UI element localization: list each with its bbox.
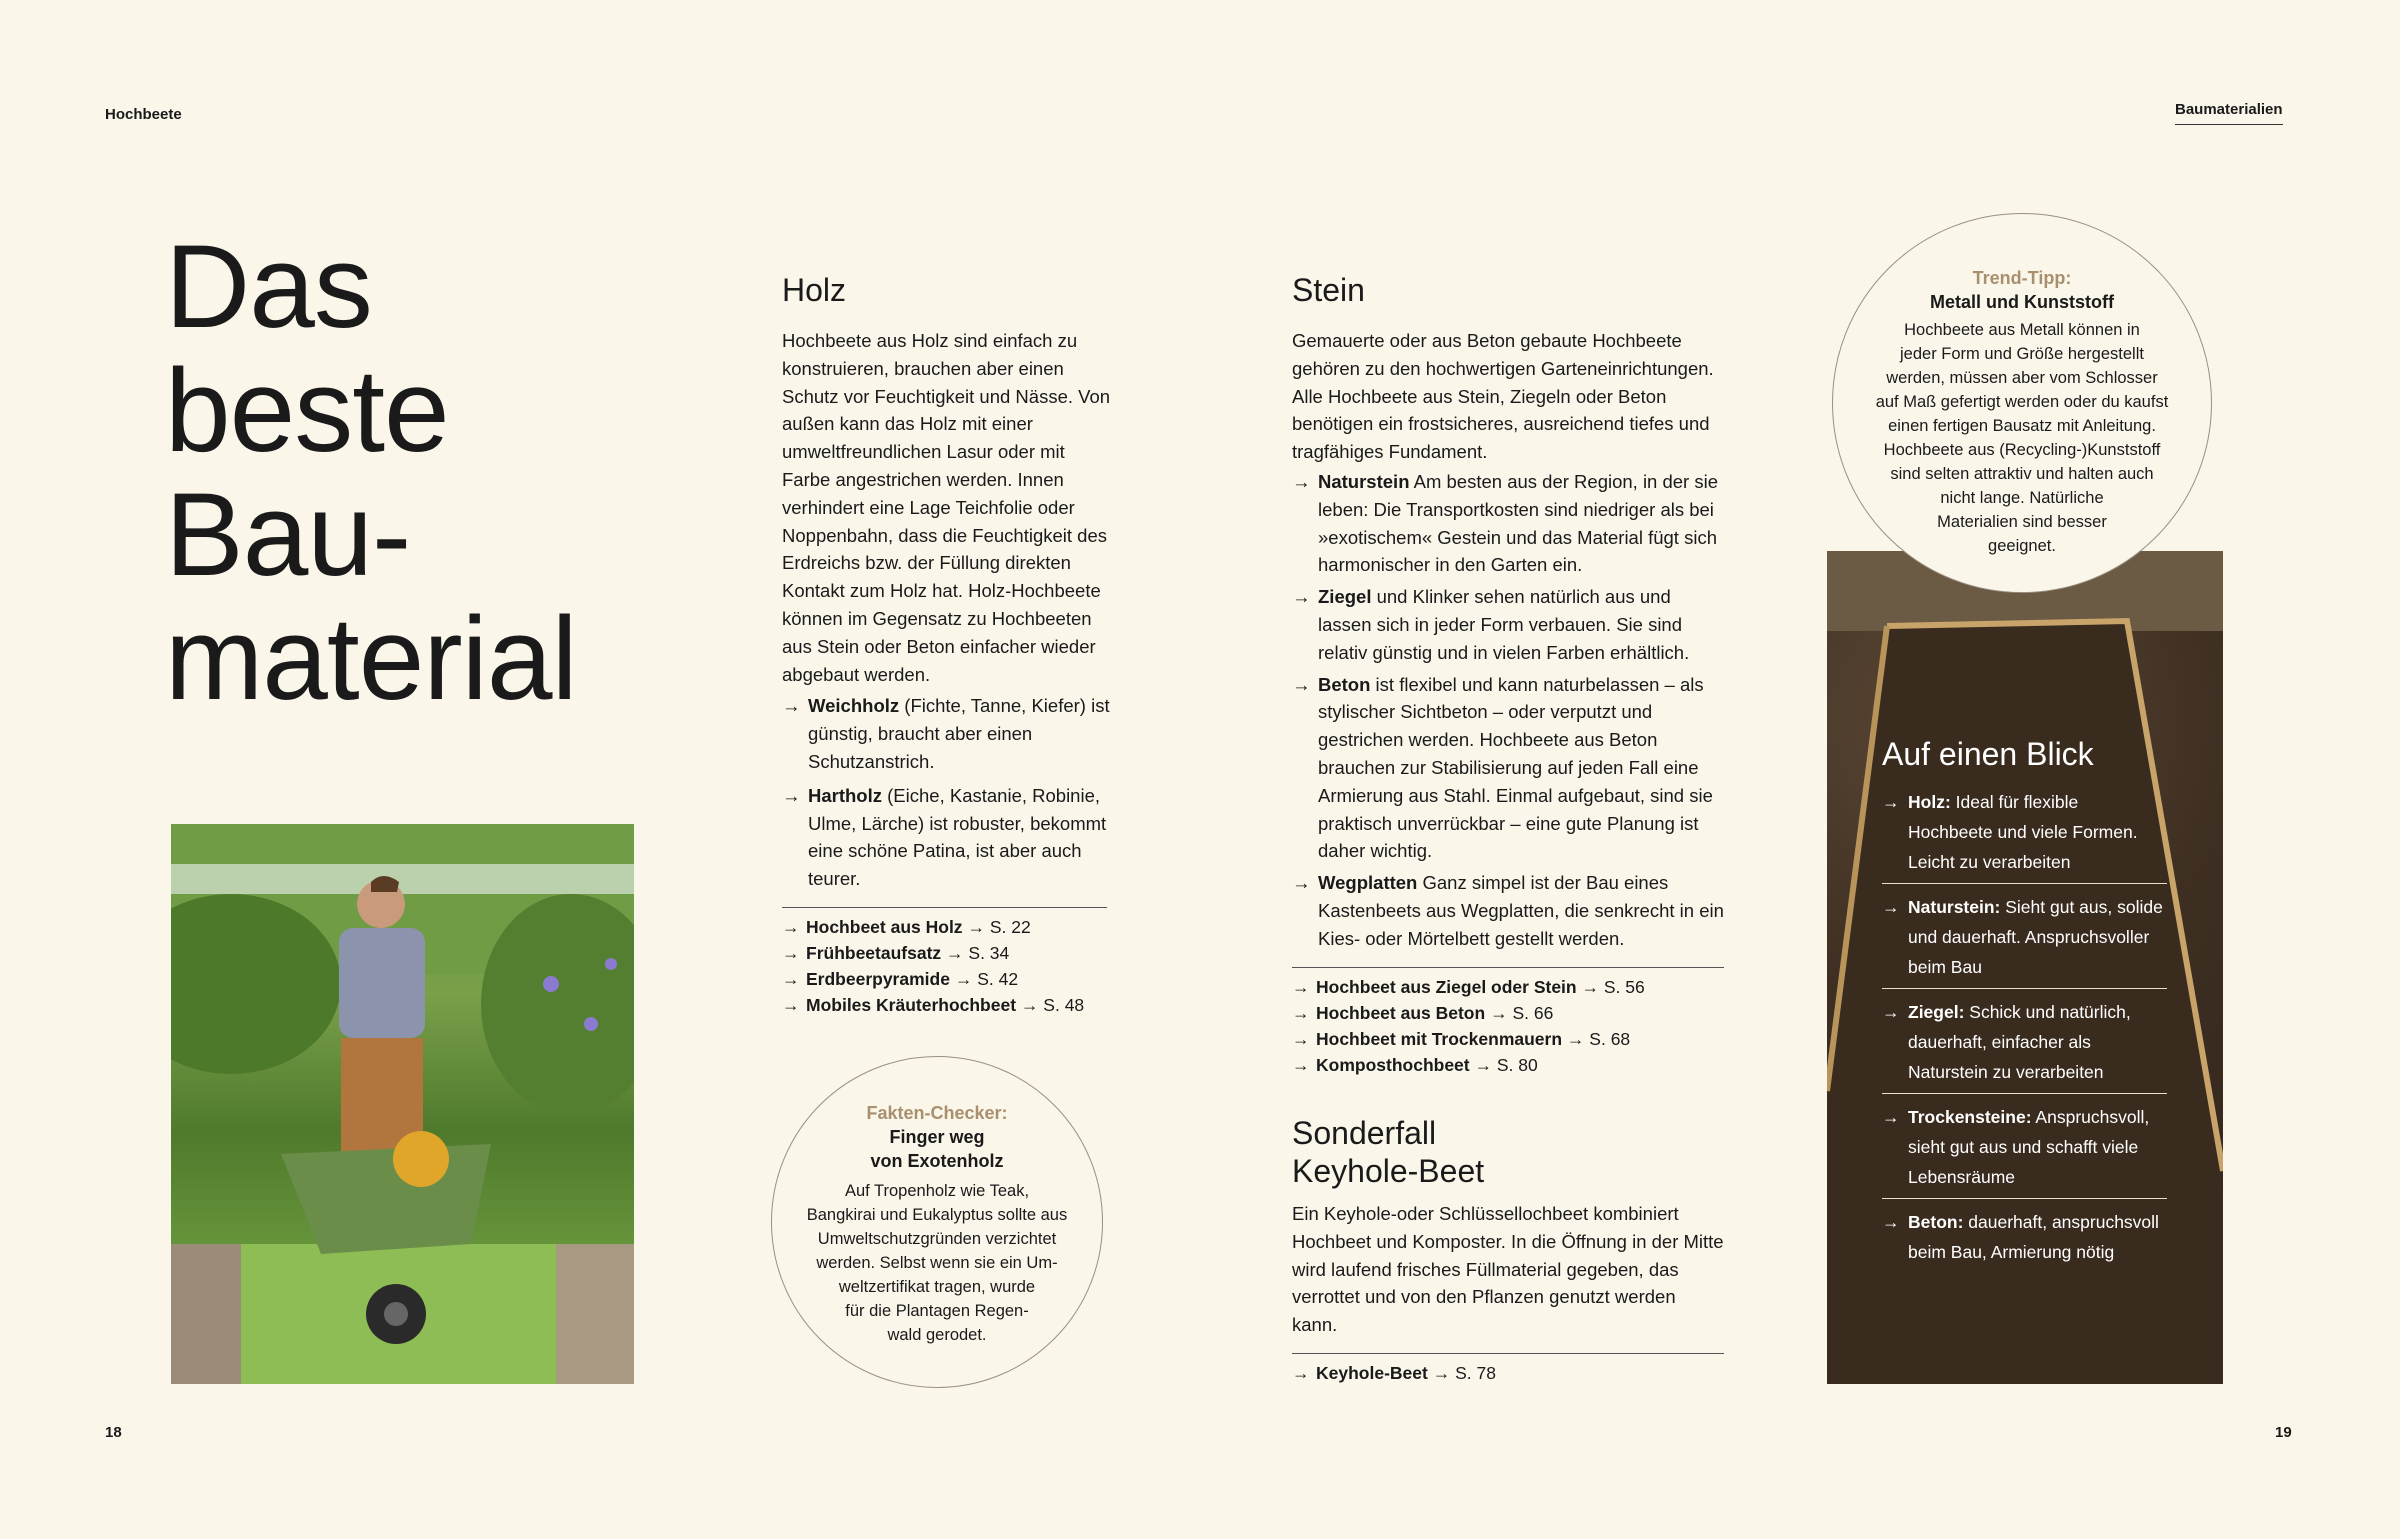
- photo-raised-bed-soil: [1827, 551, 2223, 1384]
- list-item: → Naturstein Am besten aus der Region, in der sie leben: Die Transportkosten sind niedriger als bei »exotischem« Gestein und das Material fügt sich harmonischer in den Garten ein.: [1292, 468, 1724, 579]
- holz-references: [782, 907, 1107, 1018]
- stein-section: [1292, 272, 1724, 1078]
- callout-kicker: Trend-Tipp:: [1972, 268, 2072, 288]
- callout-body: Hochbeete aus Metall können in jeder Form und Größe hergestellt werden, müssen aber vom Schlosser auf Maß gefertigt werden oder du kaufst einen fertigen Bausatz mit Anleitung. Hochbeete aus (Recycling-)Kunststoff sind selten attraktiv und halten auch nicht lange. Natürliche Materialien sind besser geeignet.: [1875, 321, 2169, 555]
- page-reference: → Hochbeet mit Trockenmauern → S. 68: [1292, 1026, 1724, 1052]
- keyhole-references: [1292, 1353, 1724, 1386]
- page-reference: → Hochbeet aus Holz → S. 22: [782, 914, 1107, 940]
- keyhole-heading: Sonderfall Keyhole-Beet: [1292, 1115, 1485, 1189]
- list-item: → Beton ist flexibel und kann naturbelassen – als stylischer Sichtbeton – oder verputzt und gestrichen werden. Hochbeete aus Beton brauchen zur Stabilisierung auf jeden Fall eine Armierung aus Stahl. Einmal aufgebaut, sind sie praktisch unverrückbar – eine gute Planung ist daher wichtig.: [1292, 671, 1724, 866]
- list-item: → Ziegel und Klinker sehen natürlich aus und lassen sich in jeder Form verbauen. Sie sind relativ günstig und in vielen Farben erhältlich.: [1292, 583, 1724, 666]
- callout-body: Auf Tropenholz wie Teak, Bangkirai und Eukalyptus sollte aus Umweltschutzgründen verzichtet werden. Selbst wenn sie ein Um- weltzertifikat tragen, wurde für die Plantagen Regen- wald gerodet.: [806, 1182, 1068, 1344]
- page-reference: → Mobiles Kräuterhochbeet → S. 48: [782, 992, 1107, 1018]
- holz-heading: Holz: [782, 272, 847, 308]
- page-reference: → Keyhole-Beet → S. 78: [1292, 1360, 1724, 1386]
- running-head-left: Hochbeete: [105, 106, 182, 123]
- page-reference: → Komposthochbeet → S. 80: [1292, 1052, 1724, 1078]
- stein-list: [1292, 468, 1724, 953]
- holz-list: [782, 692, 1112, 893]
- trend-tip-callout: [1832, 213, 2212, 593]
- keyhole-section: [1292, 1114, 1724, 1386]
- list-item: → Wegplatten Ganz simpel ist der Bau eines Kastenbeets aus Wegplatten, die senkrecht in ein Kies- oder Mörtelbett gestellt werden.: [1292, 869, 1724, 952]
- holz-body: Hochbeete aus Holz sind einfach zu konstruieren, brauchen aber einen Schutz vor Feuchtigkeit und Nässe. Von außen kann das Holz mit einer umweltfreundlichen Lasur oder mit Farbe angestrichen werden. Innen verhindert eine Lage Teichfolie oder Noppenbahn, dass die Feuchtigkeit des Erdreichs bzw. der Füllung direkten Kontakt zum Holz hat. Holz-Hochbeete können im Gegensatz zu Hochbeeten aus Stein oder Beton einfacher wieder abgebaut werden.: [782, 330, 1111, 685]
- page-number-left: 18: [105, 1424, 122, 1441]
- page-number-right: 19: [2275, 1424, 2292, 1441]
- list-item: → Ziegel: Schick und natürlich, dauerhaft, einfacher als Naturstein zu verarbeiten: [1882, 997, 2167, 1094]
- facts-checker-callout: Fakten-Checker: Finger weg von Exotenholz Auf Tropenholz wie Teak, Bangkirai und Eukalyptus sollte aus Umweltschutzgründen verzichtet werden. Selbst wenn sie ein Um- weltzertifikat tragen, wurde für die Plantagen Regen- wald gerodet.: [771, 1056, 1103, 1388]
- photo-gardener-wheelbarrow: [171, 824, 634, 1384]
- list-item: → Naturstein: Sieht gut aus, solide und dauerhaft. Anspruchsvoller beim Bau: [1882, 892, 2167, 989]
- list-item: → Trockensteine: Anspruchsvoll, sieht gut aus und schafft viele Lebensräume: [1882, 1102, 2167, 1199]
- list-item: → Holz: Ideal für flexible Hochbeete und viele Formen. Leicht zu verarbeiten: [1882, 787, 2167, 884]
- page-reference: → Hochbeet aus Ziegel oder Stein → S. 56: [1292, 974, 1724, 1000]
- callout-kicker: Fakten-Checker:: [866, 1103, 1008, 1123]
- stein-body: Gemauerte oder aus Beton gebaute Hochbeete gehören zu den hochwertigen Garteneinrichtungen. Alle Hochbeete aus Stein, Ziegeln oder Beton benötigen ein frostsicheres, ausreichend tiefes und tragfähiges Fundament.: [1292, 330, 1714, 463]
- overview-heading: Auf einen Blick: [1882, 736, 2094, 772]
- stein-references: [1292, 967, 1724, 1078]
- page-reference: → Erdbeerpyramide → S. 42: [782, 966, 1107, 992]
- holz-section: [782, 272, 1112, 1018]
- stein-heading: Stein: [1292, 272, 1365, 308]
- list-item: → Weichholz (Fichte, Tanne, Kiefer) ist günstig, braucht aber einen Schutzanstrich.: [782, 692, 1112, 775]
- list-item: → Beton: dauerhaft, anspruchsvoll beim Bau, Armierung nötig: [1882, 1207, 2167, 1273]
- overview-box: [1882, 736, 2167, 1281]
- callout-heading: Metall und Kunststoff: [1930, 292, 2114, 312]
- page-title: Das beste Bau- material: [165, 221, 577, 725]
- overview-list: [1882, 787, 2167, 1273]
- list-item: → Hartholz (Eiche, Kastanie, Robinie, Ulme, Lärche) ist robuster, bekommt eine schöne Patina, ist aber auch teurer.: [782, 782, 1112, 893]
- page-reference: → Hochbeet aus Beton → S. 66: [1292, 1000, 1724, 1026]
- running-head-right: Baumaterialien: [2175, 101, 2283, 125]
- keyhole-body: Ein Keyhole-oder Schlüssellochbeet kombiniert Hochbeet und Komposter. In die Öffnung in der Mitte wird laufend frisches Füllmaterial gegeben, das verrottet und von den Pflanzen genutzt werden kann.: [1292, 1203, 1724, 1336]
- page-reference: → Frühbeetaufsatz → S. 34: [782, 940, 1107, 966]
